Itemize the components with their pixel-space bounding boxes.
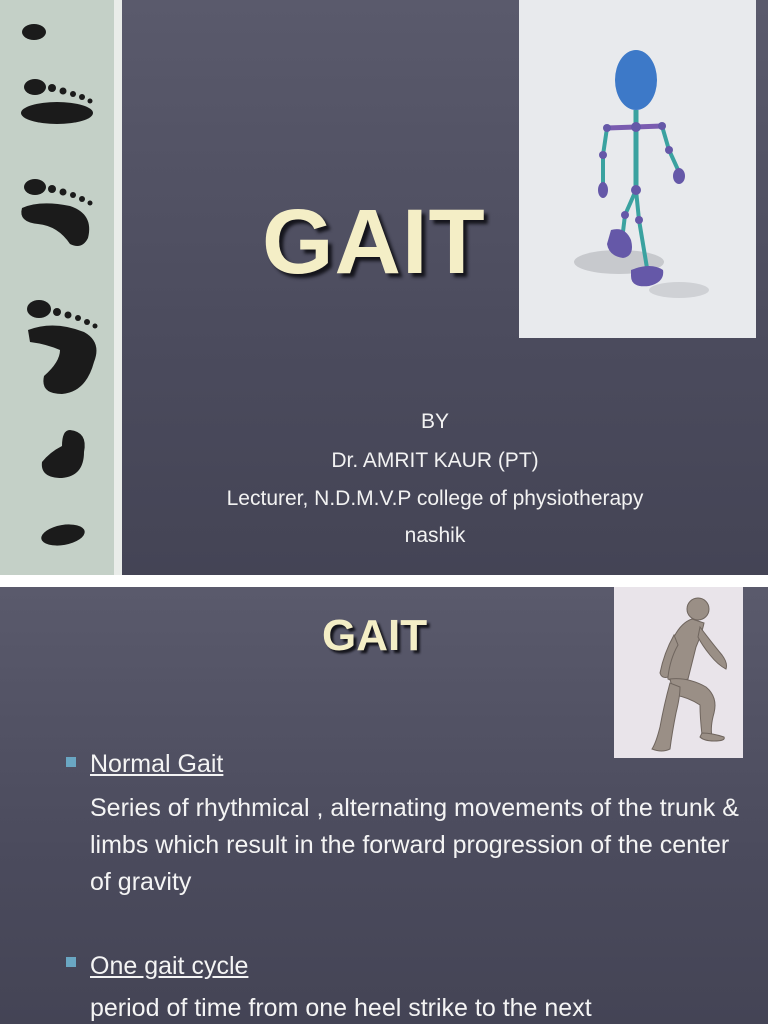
bullet-term: Normal Gait	[90, 750, 224, 778]
footprints-icon	[0, 0, 122, 575]
slide-title: GAIT	[322, 611, 428, 660]
walking-man-figure-image	[614, 587, 743, 758]
bullet-description: Series of rhythmical , alternating movements of the trunk & limbs which result in the forward progression of the center of gravity	[90, 794, 739, 896]
bullet-marker	[66, 757, 76, 767]
slide-title: GAIT	[262, 191, 486, 293]
author-affiliation: Lecturer, N.D.M.V.P college of physiotherapy	[226, 487, 644, 510]
slide-separator	[0, 575, 768, 587]
bullet-term: One gait cycle	[90, 952, 249, 980]
footprints-image	[0, 0, 122, 575]
byline-label: BY	[420, 410, 449, 433]
bullet-description: period of time from one heel strike to the next	[90, 994, 592, 1022]
content-slide	[0, 587, 768, 1024]
author-name: Dr. AMRIT KAUR (PT)	[331, 449, 539, 472]
walking-figure-icon	[519, 0, 756, 338]
bullet-marker	[66, 957, 76, 967]
author-city: nashik	[404, 524, 466, 547]
walking-man-icon	[614, 587, 743, 758]
walking-stick-figure-image	[519, 0, 756, 338]
